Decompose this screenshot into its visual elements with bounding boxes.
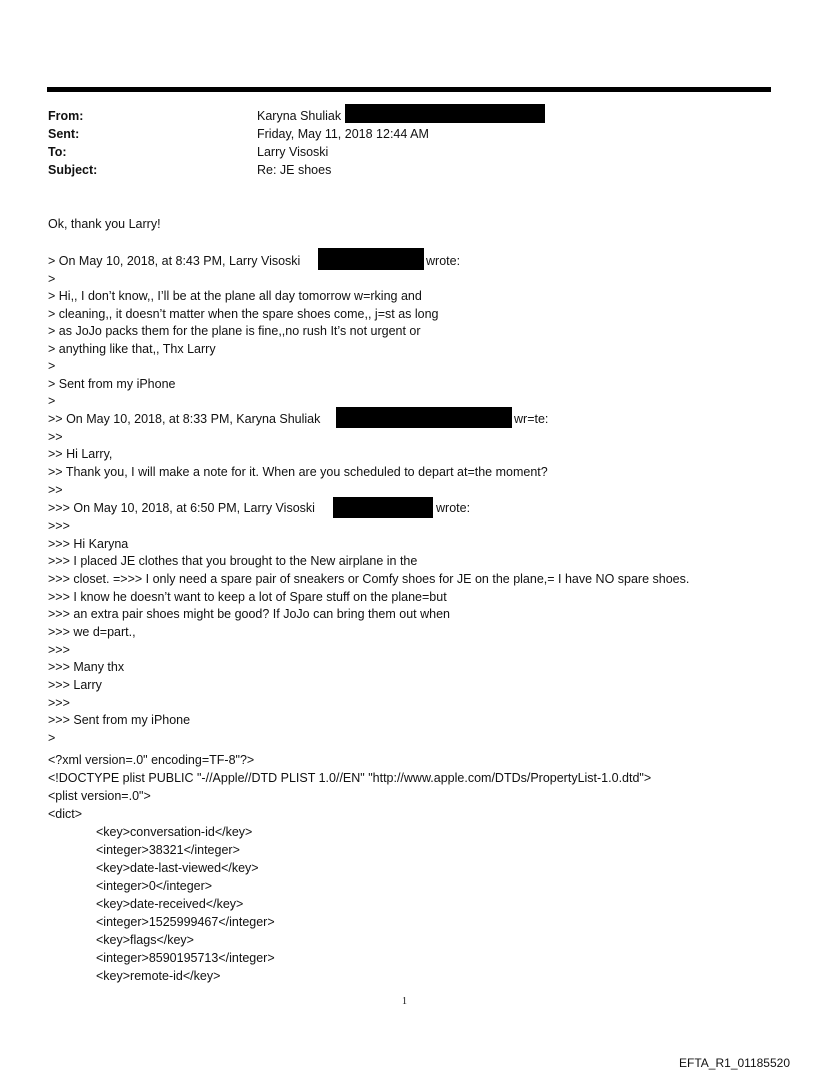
- quoted-line: >>> Sent from my iPhone: [48, 713, 191, 727]
- quoted-line: >>>: [48, 643, 70, 657]
- quoted-line: >>: [48, 483, 63, 497]
- from-value: Karyna Shuliak: [257, 109, 342, 123]
- quoted-line: >: [48, 394, 56, 408]
- subject-value: Re: JE shoes: [257, 163, 332, 177]
- quote-header-3-suffix: wrote:: [436, 501, 471, 515]
- page-number: 1: [402, 996, 407, 1007]
- document-id: EFTA_R1_01185520: [679, 1056, 790, 1070]
- plist-open: <plist version=.0">: [48, 789, 151, 803]
- plist-entry: <key>date-received</key>: [96, 897, 244, 911]
- quoted-line: > cleaning,, it doesn’t matter when the spare shoes come,, j=st as long: [48, 307, 439, 321]
- quoted-line: >>> Larry: [48, 678, 102, 692]
- quoted-line: >> Thank you, I will make a note for it. When are you scheduled to depart at=the moment?: [48, 465, 548, 479]
- to-label: To:: [48, 145, 67, 159]
- quoted-line: >>: [48, 430, 63, 444]
- quoted-line: > anything like that,, Thx Larry: [48, 342, 216, 356]
- plist-entry: <key>remote-id</key>: [96, 969, 221, 983]
- plist-entry: <key>date-last-viewed</key>: [96, 861, 259, 875]
- from-label: From:: [48, 109, 84, 123]
- quoted-line: >: [48, 731, 56, 745]
- redaction-box: [333, 497, 433, 518]
- quoted-line: >>> an extra pair shoes might be good? If JoJo can bring them out when: [48, 607, 450, 621]
- header-divider: [47, 87, 771, 92]
- redaction-box: [336, 407, 512, 428]
- to-value: Larry Visoski: [257, 145, 329, 159]
- quoted-line: > Sent from my iPhone: [48, 377, 176, 391]
- quoted-line: >: [48, 359, 56, 373]
- quoted-line: >>> Many thx: [48, 660, 125, 674]
- subject-label: Subject:: [48, 163, 98, 177]
- plist-entry: <key>conversation-id</key>: [96, 825, 253, 839]
- quoted-line: >>>: [48, 696, 70, 710]
- quoted-line: >>> closet. =>>> I only need a spare pair of sneakers or Comfy shoes for JE on the plane,= I have NO spare shoes.: [48, 572, 690, 586]
- redaction-box: [318, 248, 424, 270]
- quoted-line: >>> we d=part.,: [48, 625, 136, 639]
- doctype-line: <!DOCTYPE plist PUBLIC "-//Apple//DTD PLIST 1.0//EN" "http://www.apple.com/DTDs/PropertyList-1.0.dtd">: [48, 771, 652, 785]
- redaction-box: [345, 104, 545, 123]
- plist-entry: <key>flags</key>: [96, 933, 194, 947]
- quoted-line: >> Hi Larry,: [48, 447, 113, 461]
- dict-open: <dict>: [48, 807, 83, 821]
- plist-entry: <integer>38321</integer>: [96, 843, 240, 857]
- sent-value: Friday, May 11, 2018 12:44 AM: [257, 127, 429, 141]
- reply-text: Ok, thank you Larry!: [48, 217, 161, 231]
- plist-entry: <integer>0</integer>: [96, 879, 213, 893]
- quoted-line: >>>: [48, 519, 70, 533]
- sent-label: Sent:: [48, 127, 80, 141]
- quoted-line: > Hi,, I don’t know,, I’ll be at the plane all day tomorrow w=rking and: [48, 289, 422, 303]
- quoted-line: >>> I know he doesn’t want to keep a lot of Spare stuff on the plane=but: [48, 590, 447, 604]
- quote-header-2: >> On May 10, 2018, at 8:33 PM, Karyna Shuliak: [48, 412, 321, 426]
- quote-header-3: >>> On May 10, 2018, at 6:50 PM, Larry Visoski: [48, 501, 315, 515]
- quote-header-2-suffix: wr=te:: [514, 412, 549, 426]
- quoted-line: >>> I placed JE clothes that you brought to the New airplane in the: [48, 554, 418, 568]
- quote-header-1-suffix: wrote:: [426, 254, 461, 268]
- plist-entry: <integer>8590195713</integer>: [96, 951, 275, 965]
- quoted-line: >: [48, 272, 56, 286]
- quote-header-1: > On May 10, 2018, at 8:43 PM, Larry Visoski: [48, 254, 301, 268]
- xml-declaration: <?xml version=.0" encoding=TF-8"?>: [48, 753, 255, 767]
- quoted-line: > as JoJo packs them for the plane is fine,,no rush It’s not urgent or: [48, 324, 421, 338]
- quoted-line: >>> Hi Karyna: [48, 537, 129, 551]
- plist-entry: <integer>1525999467</integer>: [96, 915, 275, 929]
